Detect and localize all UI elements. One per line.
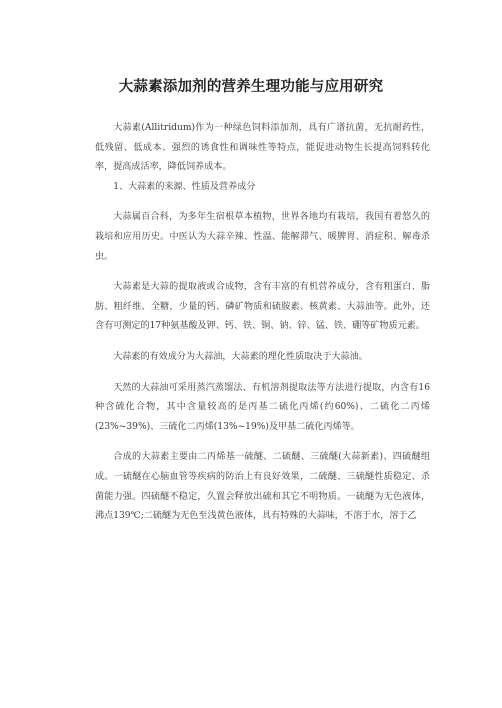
body-paragraph: 大蒜素的有效成分为大蒜油，大蒜素的理化性质取决于大蒜油。 — [113, 351, 368, 362]
section-heading: 1、大蒜素的来源、性质及营养成分 — [113, 181, 256, 192]
intro-paragraph: 大蒜素(Allitridum)作为一种绿色饲料添加剂，具有广谱抗菌，无抗耐药性，低残留、低成本、强烈的诱食性和调味性等特点，能促进动物生长提高饲料转化率，提高成活率，降低饲养成本。 — [95, 123, 430, 173]
body-paragraph: 大蒜属百合科，为多年生宿根草本植物，世界各地均有栽培，我国有着悠久的栽培和应用历史。中医认为大蒜辛辣、性温、能解滞气、暖脾胃、消症积、解毒杀虫。 — [95, 212, 430, 262]
body-paragraph: 合成的大蒜素主要由二丙烯基一硫醚、二硫醚、三硫醚(大蒜新素)、四硫醚组成。一硫醚在心脑血管等疾病的防治上有良好效果，二硫醚、三硫醚性质稳定、杀菌能力强。四硫醚不稳定，久置会释放出硫和其它不明物质。一硫醚为无色液体，沸点139℃;二硫醚为无色至浅黄色液体，具有特殊的大蒜味，不溶于水，溶于乙 — [95, 452, 430, 522]
document-title: 大蒜素添加剂的营养生理功能与应用研究 — [118, 79, 384, 95]
body-paragraph: 大蒜素是大蒜的提取液或合成物，含有丰富的有机营养成分，含有粗蛋白、脂肪、粗纤维、全糖，少量的钙、磷矿物质和硫胺素、核黄素、大蒜油等。此外，还含有可测定的17种氨基酸及钾、钙、铁、铜、钠、锌、锰、铁、硼等矿物质元素。 — [95, 282, 430, 332]
body-paragraph: 天然的大蒜油可采用蒸汽蒸馏法、有机溶剂提取法等方法进行提取，内含有16种含硫化合物，其中含量较高的是丙基二硫化丙烯(约60%)、二硫化二丙烯(23%~39%)、三硫化二丙烯(13%~19%)及甲基二硫化丙烯等。 — [95, 382, 430, 432]
document-body — [95, 119, 430, 527]
